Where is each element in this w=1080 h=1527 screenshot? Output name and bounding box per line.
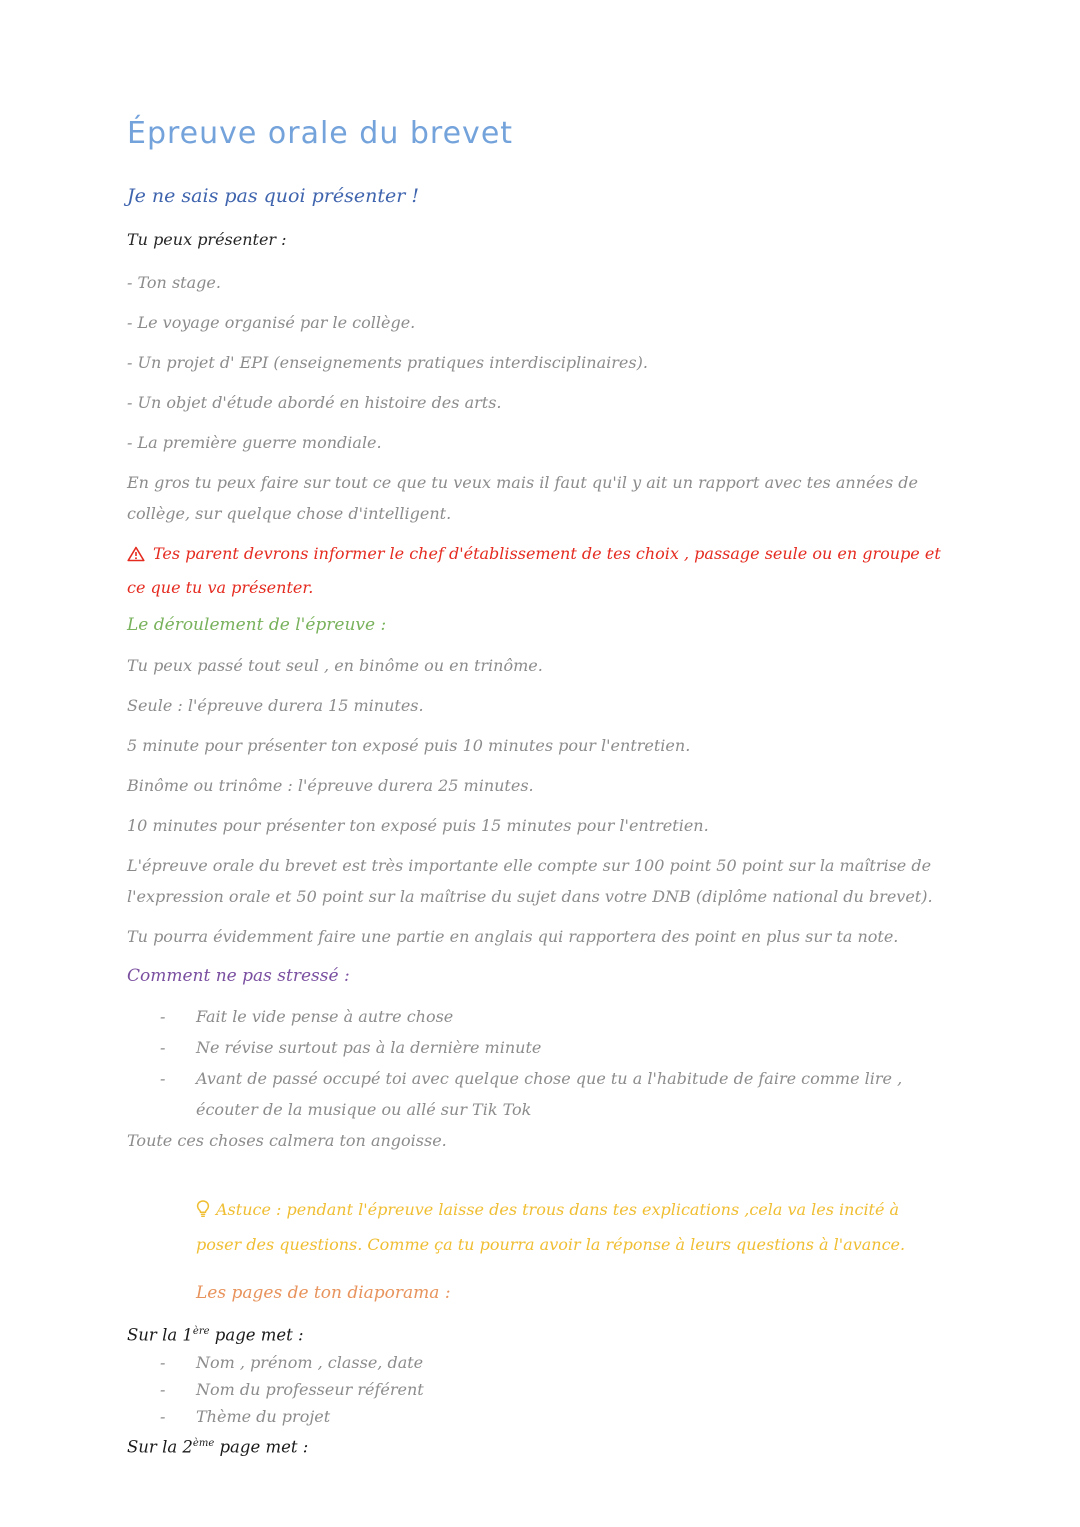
stress-list [127,1001,952,1125]
paragraph: 10 minutes pour présenter ton exposé puis 15 minutes pour l'entretien. [127,816,709,835]
list-item-text: Thème du projet [196,1406,331,1426]
lightbulb-icon [196,1198,210,1229]
section-heading-stress: Comment ne pas stressé : [127,966,350,986]
page1-label-rest: page met : [209,1325,304,1345]
page2-label [127,1430,952,1461]
list-item-text: Nom , prénom , classe, date [196,1352,424,1372]
list-item-text: Avant de passé occupé toi avec quelque chose que tu a l'habitude de faire comme lire , écouter de la musique ou allé sur Tik Tok [196,1069,903,1119]
list-item [127,1376,952,1403]
section-heading-diaporama: Les pages de ton diaporama : [196,1283,451,1303]
list-item-text: Ne révise surtout pas à la dernière minute [196,1038,542,1057]
list-item-text: Nom du professeur référent [196,1379,424,1399]
paragraph: Binôme ou trinôme : l'épreuve durera 25 minutes. [127,776,534,795]
page1-label [127,1318,952,1349]
dash-marker: - [160,1069,166,1088]
list-item [127,1063,952,1125]
tip-paragraph [196,1194,912,1260]
subtitle: Je ne sais pas quoi présenter ! [127,185,419,207]
lead-heading: Tu peux présenter : [127,230,287,249]
tip-text: Astuce : pendant l'épreuve laisse des trous dans tes explications ,cela va les incité à poser des questions. Comme ça tu pourra avoir la réponse à leurs questions à l'avance. [196,1200,906,1254]
list-item [127,1403,952,1430]
dash-marker: - [160,1406,166,1426]
warning-triangle-icon [127,541,145,572]
paragraph: Tu pourra évidemment faire une partie en anglais qui rapportera des point en plus sur ta note. [127,927,899,946]
summary-paragraph: En gros tu peux faire sur tout ce que tu veux mais il faut qu'il y ait un rapport avec tes années de collège, sur quelque chose d'intelligent. [127,473,918,523]
paragraph: Tu peux passé tout seul , en binôme ou en trinôme. [127,656,543,675]
dash-marker: - [160,1379,166,1399]
list-item [127,1032,952,1063]
paragraph: 5 minute pour présenter ton exposé puis 10 minutes pour l'entretien. [127,736,691,755]
page-title: Épreuve orale du brevet [127,116,514,151]
section-heading-deroulement: Le déroulement de l'épreuve : [127,615,387,635]
list-item-text: Fait le vide pense à autre chose [196,1007,454,1026]
list-item [127,1349,952,1376]
dash-marker: - [160,1007,166,1026]
page1-label-text: Sur la 1 [127,1325,193,1345]
page2-label-text: Sur la 2 [127,1437,193,1456]
page2-label-rest: page met : [214,1437,309,1456]
page2-label-sup: ème [192,1437,215,1449]
present-list [127,267,952,458]
diaporama-list [127,1349,952,1430]
list-item [127,1001,952,1032]
list-item: - La première guerre mondiale. [127,433,382,452]
list-item: - Le voyage organisé par le collège. [127,313,416,332]
warning-paragraph [127,538,952,603]
dash-marker: - [160,1352,166,1372]
paragraph: Seule : l'épreuve durera 15 minutes. [127,696,424,715]
list-item: - Un projet d' EPI (enseignements pratiques interdisciplinaires). [127,353,648,372]
warning-text: Tes parent devrons informer le chef d'établissement de tes choix , passage seule ou en groupe et ce que tu va présenter. [127,544,941,597]
dash-marker: - [160,1038,166,1057]
stress-note: Toute ces choses calmera ton angoisse. [127,1131,447,1150]
paragraph: L'épreuve orale du brevet est très importante elle compte sur 100 point 50 point sur la maîtrise de l'expression orale et 50 point sur la maîtrise du sujet dans votre DNB (diplôme national du brevet). [127,856,933,906]
list-item: - Ton stage. [127,273,221,292]
deroulement-paragraphs [127,650,952,952]
list-item: - Un objet d'étude abordé en histoire des arts. [127,393,502,412]
page1-label-sup: ère [192,1326,210,1337]
